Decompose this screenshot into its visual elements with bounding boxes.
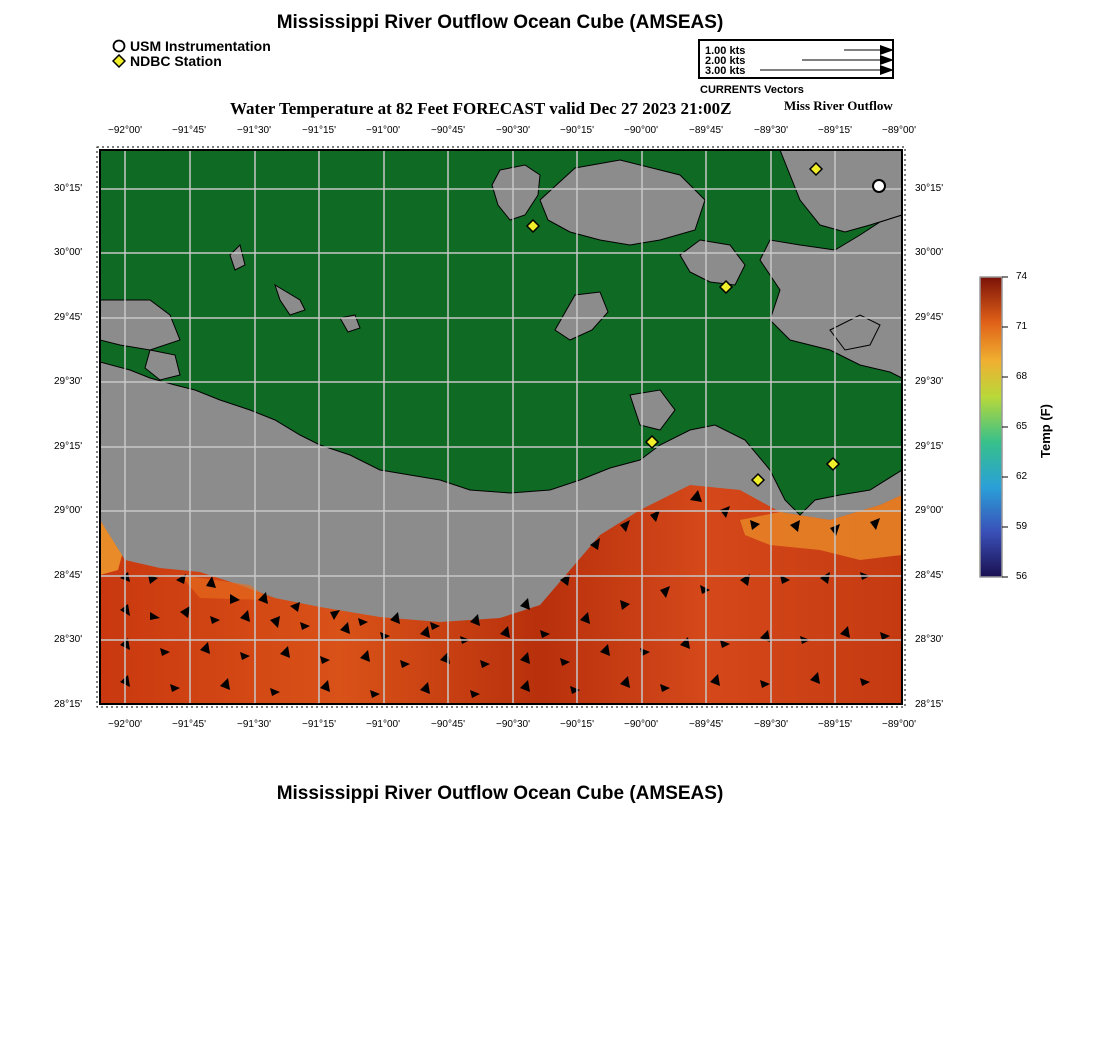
lon-label: −89°15' [818,719,852,730]
lat-label: 29°45' [915,312,944,323]
lon-label: −92°00' [108,719,142,730]
legend-ndbc-label: NDBC Station [130,53,222,69]
lat-label: 29°15' [54,441,83,452]
lon-label: −91°45' [172,719,206,730]
colorbar-tick: 68 [1016,371,1028,382]
lon-label: −90°45' [431,719,465,730]
lat-label: 30°00' [915,247,944,258]
colorbar-tick: 62 [1016,471,1028,482]
page-title: Mississippi River Outflow Ocean Cube (AMSEAS) [276,12,724,33]
vector-label-2: 2.00 kts [705,55,746,67]
colorbar-tick: 56 [1016,571,1028,582]
lon-label: −89°00' [882,125,916,136]
lon-label: −92°00' [108,125,142,136]
lat-label: 30°15' [915,183,944,194]
lat-label: 28°45' [915,570,944,581]
lon-label: −91°30' [237,719,271,730]
lat-label: 29°45' [54,312,83,323]
colorbar [980,277,1002,577]
lat-label: 28°45' [54,570,83,581]
colorbar-tick: 59 [1016,521,1028,532]
lon-label: −90°15' [560,125,594,136]
lat-label: 28°15' [915,699,944,710]
lon-label: −91°15' [302,719,336,730]
lat-label: 29°30' [54,376,83,387]
lon-label: −91°45' [172,125,206,136]
lat-label: 30°15' [54,183,83,194]
vector-label-3: 3.00 kts [705,65,746,77]
lon-label: −89°30' [754,719,788,730]
lat-label: 29°00' [915,505,944,516]
lon-label: −89°00' [882,719,916,730]
lon-label: −89°45' [689,125,723,136]
lat-label: 29°30' [915,376,944,387]
lat-label: 28°30' [915,634,944,645]
colorbar-tick: 74 [1016,271,1028,282]
lat-label: 30°00' [54,247,83,258]
lon-label: −90°30' [496,719,530,730]
lon-label: −91°00' [366,125,400,136]
lat-label: 29°15' [915,441,944,452]
lat-label: 28°30' [54,634,83,645]
colorbar-tick: 65 [1016,421,1028,432]
region-label: Miss River Outflow [784,98,893,113]
legend-usm-label: USM Instrumentation [130,38,271,54]
usm-instrument-marker [873,180,885,192]
colorbar-title: Temp (F) [1038,404,1053,458]
colorbar-tick: 71 [1016,321,1028,332]
lat-label: 29°00' [54,505,83,516]
lon-label: −91°30' [237,125,271,136]
lon-label: −90°30' [496,125,530,136]
lon-label: −89°45' [689,719,723,730]
lon-label: −91°15' [302,125,336,136]
map-subtitle: Water Temperature at 82 Feet FORECAST valid Dec 27 2023 21:00Z [230,99,732,118]
lon-label: −90°00' [624,719,658,730]
lon-label: −90°15' [560,719,594,730]
lat-label: 28°15' [54,699,83,710]
vector-label-1: 1.00 kts [705,45,746,57]
lon-label: −89°15' [818,125,852,136]
lon-label: −90°45' [431,125,465,136]
vector-caption: CURRENTS Vectors [700,84,804,96]
lon-label: −89°30' [754,125,788,136]
lon-label: −90°00' [624,125,658,136]
second-panel-title: Mississippi River Outflow Ocean Cube (AMSEAS) [276,783,724,804]
lon-label: −91°00' [366,719,400,730]
